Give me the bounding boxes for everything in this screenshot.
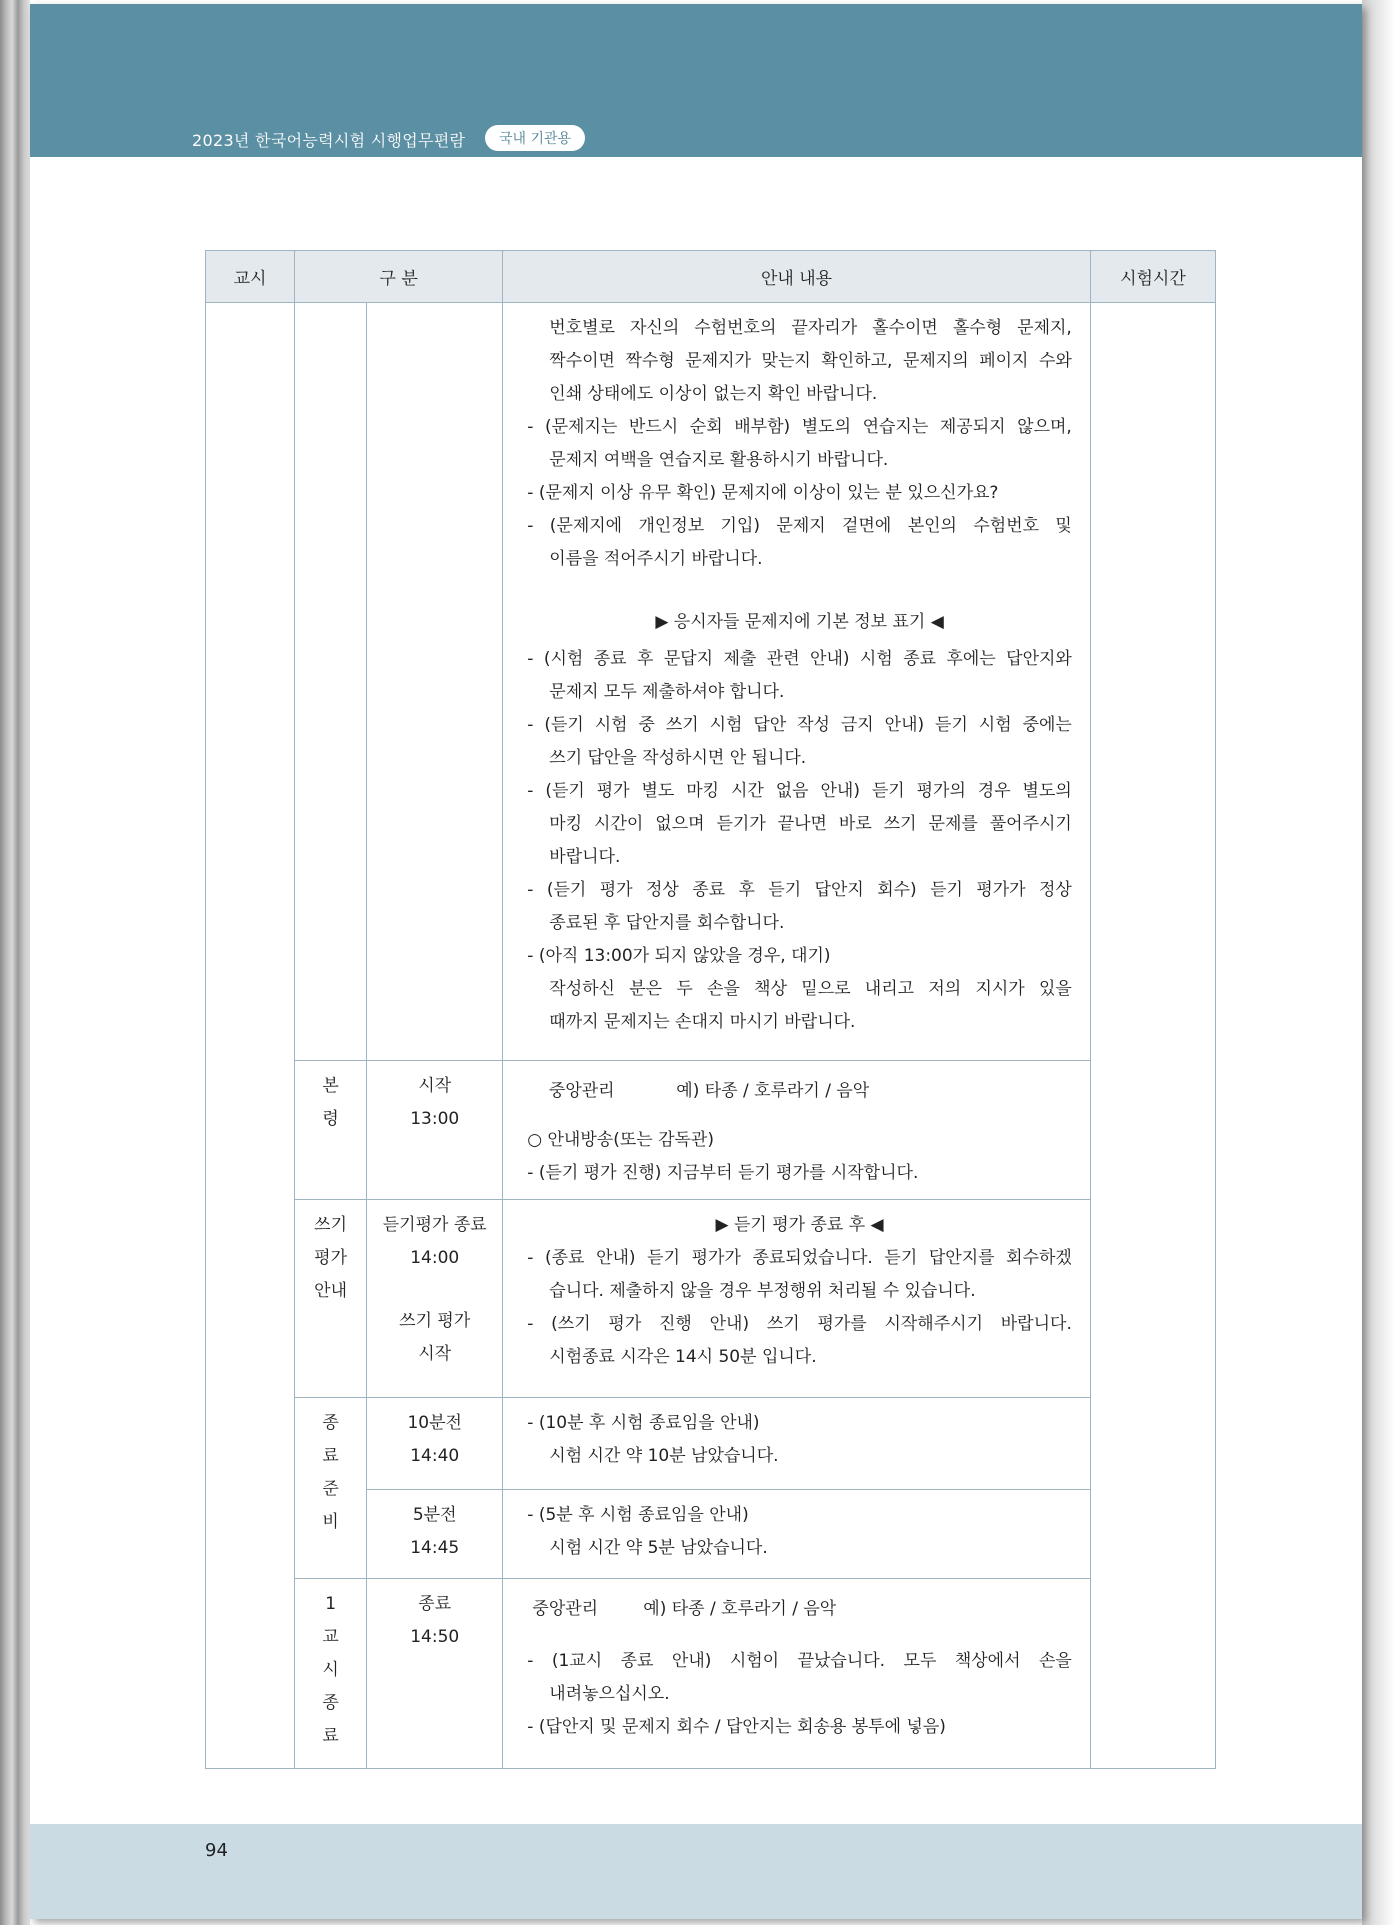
- time-label: 시작 13:00: [367, 1061, 503, 1200]
- section-label: 쓰기 평가 안내: [295, 1200, 367, 1398]
- bullet-line: [527, 1242, 1072, 1275]
- text-line: (듣기 평가 별도 마킹 시간 없음 안내) 듣기 평가의 경우 별도의: [545, 781, 1072, 801]
- bullet-line: [527, 477, 1072, 510]
- text-line: (시험 종료 후 문답지 제출 관련 안내) 시험 종료 후에는 답안지와: [543, 649, 1072, 669]
- text-line: (문제지는 반드시 순회 배부함) 별도의 연습지는 제공되지 않으며,: [545, 417, 1072, 437]
- table-header-row: [206, 251, 1216, 303]
- header-title: 2023년 한국어능력시험 시행업무편람: [192, 131, 466, 150]
- text-line: ○ 안내방송(또는 감독관): [527, 1130, 714, 1150]
- management-label: 중앙관리: [548, 1080, 615, 1101]
- footer-band: [30, 1824, 1362, 1919]
- bullet-line: [527, 510, 1072, 543]
- text-line: 종료된 후 답안지를 회수합니다.: [549, 913, 785, 933]
- exam-guide-table: [205, 250, 1216, 1769]
- text-line: (답안지 및 문제지 회수 / 답안지는 회송용 봉투에 넣음): [538, 1717, 946, 1737]
- time-label: 종료 14:50: [367, 1579, 503, 1769]
- section-label: 1 교 시 종 료: [295, 1579, 367, 1769]
- text-line: (듣기 평가 진행) 지금부터 듣기 평가를 시작합니다.: [538, 1163, 919, 1183]
- time-label: 10분전 14:40: [367, 1398, 503, 1490]
- management-value: 예) 타종 / 호루라기 / 음악: [676, 1080, 870, 1101]
- text-line: (아직 13:00가 되지 않았을 경우, 대기): [538, 946, 831, 966]
- guide-content: [503, 1061, 1091, 1200]
- bullet-line: [527, 940, 1072, 973]
- text-line: 시험종료 시각은 14시 50분 입니다.: [549, 1347, 817, 1367]
- text-line: 바랍니다.: [549, 847, 621, 867]
- time-label: 쓰기 평가 시작: [399, 1311, 471, 1364]
- text-line: 습니다. 제출하지 않을 경우 부정행위 처리될 수 있습니다.: [549, 1281, 976, 1301]
- page-number: 94: [205, 1840, 228, 1861]
- guide-content: [503, 1200, 1091, 1398]
- text-line: (10분 후 시험 종료임을 안내): [538, 1413, 760, 1433]
- text-line: 짝수이면 짝수형 문제지가 맞는지 확인하고, 문제지의 페이지 수와: [549, 351, 1072, 371]
- central-management-table: [503, 1061, 1090, 1199]
- management-value: 예) 타종 / 호루라기 / 음악: [643, 1598, 837, 1619]
- step-heading: ▶ 응시자들 문제지에 기본 정보 표기 ◀: [655, 612, 944, 632]
- text-line: 시험 시간 약 10분 남았습니다.: [549, 1446, 779, 1466]
- table-row: [206, 1200, 1216, 1398]
- guide-content: [503, 303, 1091, 1061]
- management-label: 중앙관리: [532, 1598, 599, 1619]
- step-heading: ▶ 듣기 평가 종료 후 ◀: [715, 1215, 884, 1235]
- bullet-line: [527, 1645, 1072, 1678]
- text-line: 문제지 모두 제출하셔야 합니다.: [549, 682, 785, 702]
- guide-content: [503, 1579, 1091, 1769]
- text-line: (듣기 평가 정상 종료 후 듣기 답안지 회수) 듣기 평가가 정상: [546, 880, 1072, 900]
- text-line: (5분 후 시험 종료임을 안내): [538, 1505, 749, 1525]
- bullet-line: [527, 709, 1072, 742]
- text-line: 내려놓으십시오.: [549, 1684, 670, 1704]
- table-row: [206, 1579, 1216, 1769]
- text-line: 번호별로 자신의 수험번호의 끝자리가 홀수이면 홀수형 문제지,: [549, 318, 1072, 338]
- text-line: 마킹 시간이 없으며 듣기가 끝나면 바로 쓰기 문제를 풀어주시기: [549, 814, 1072, 834]
- section-label: 종 료 준 비: [295, 1398, 367, 1579]
- table-row: [206, 1398, 1216, 1490]
- bullet-line: [527, 643, 1072, 676]
- time-label: 5분전 14:45: [367, 1490, 503, 1579]
- exam-time-cell: [1090, 303, 1215, 1769]
- bullet-line: [527, 1407, 1072, 1440]
- text-line: (쓰기 평가 진행 안내) 쓰기 평가를 시작해주시기 바랍니다.: [551, 1314, 1072, 1334]
- header-period: 교시: [206, 251, 295, 303]
- text-line: 때까지 문제지는 손대지 마시기 바랍니다.: [549, 1012, 856, 1032]
- header-content: 안내 내용: [503, 251, 1091, 303]
- text-line: 시험 시간 약 5분 남았습니다.: [549, 1538, 768, 1558]
- bullet-line: [527, 775, 1072, 808]
- header-exam-time: 시험시간: [1090, 251, 1215, 303]
- bullet-line: [527, 874, 1072, 907]
- bullet-line: [527, 411, 1072, 444]
- table-row: [206, 1061, 1216, 1200]
- text-line: (문제지 이상 유무 확인) 문제지에 이상이 있는 분 있으신가요?: [538, 483, 999, 503]
- text-line: 쓰기 답안을 작성하시면 안 됩니다.: [549, 748, 807, 768]
- text-line: 작성하신 분은 두 손을 책상 밑으로 내리고 저의 지시가 있을: [549, 979, 1072, 999]
- text-line: (1교시 종료 안내) 시험이 끝났습니다. 모두 책상에서 손을: [551, 1651, 1072, 1671]
- table-row: [206, 303, 1216, 1061]
- text-line: 문제지 여백을 연습지로 활용하시기 바랍니다.: [549, 450, 889, 470]
- bullet-line: [527, 1711, 1072, 1744]
- section-label: 본 령: [295, 1061, 367, 1200]
- book-page-edge-right: [1362, 0, 1395, 1925]
- text-line: 이름을 적어주시기 바랍니다.: [549, 549, 763, 569]
- text-line: (종료 안내) 듣기 평가가 종료되었습니다. 듣기 답안지를 회수하겠: [545, 1248, 1072, 1268]
- text-line: (문제지에 개인정보 기입) 문제지 겉면에 본인의 수험번호 및: [549, 516, 1072, 536]
- bullet-line: [527, 1308, 1072, 1341]
- guide-content: [503, 1398, 1091, 1490]
- sub-cell: [367, 303, 503, 1061]
- text-line: 인쇄 상태에도 이상이 없는지 확인 바랍니다.: [549, 384, 878, 404]
- book-page-edge: [0, 0, 30, 1925]
- text-line: (듣기 시험 중 쓰기 시험 답안 작성 금지 안내) 듣기 시험 중에는: [544, 715, 1072, 735]
- central-management-table: [503, 1579, 1090, 1753]
- bullet-line: [527, 1499, 1072, 1532]
- header-category: 구 분: [295, 251, 503, 303]
- period-cell: [206, 303, 295, 1769]
- bullet-line: [527, 1157, 1072, 1190]
- document-page: [30, 4, 1362, 1919]
- time-label: 듣기평가 종료 14:00: [382, 1215, 487, 1268]
- section-cell: [295, 303, 367, 1061]
- guide-content: [503, 1490, 1091, 1579]
- time-label-group: [367, 1200, 503, 1398]
- header-badge: 국내 기관용: [485, 125, 585, 151]
